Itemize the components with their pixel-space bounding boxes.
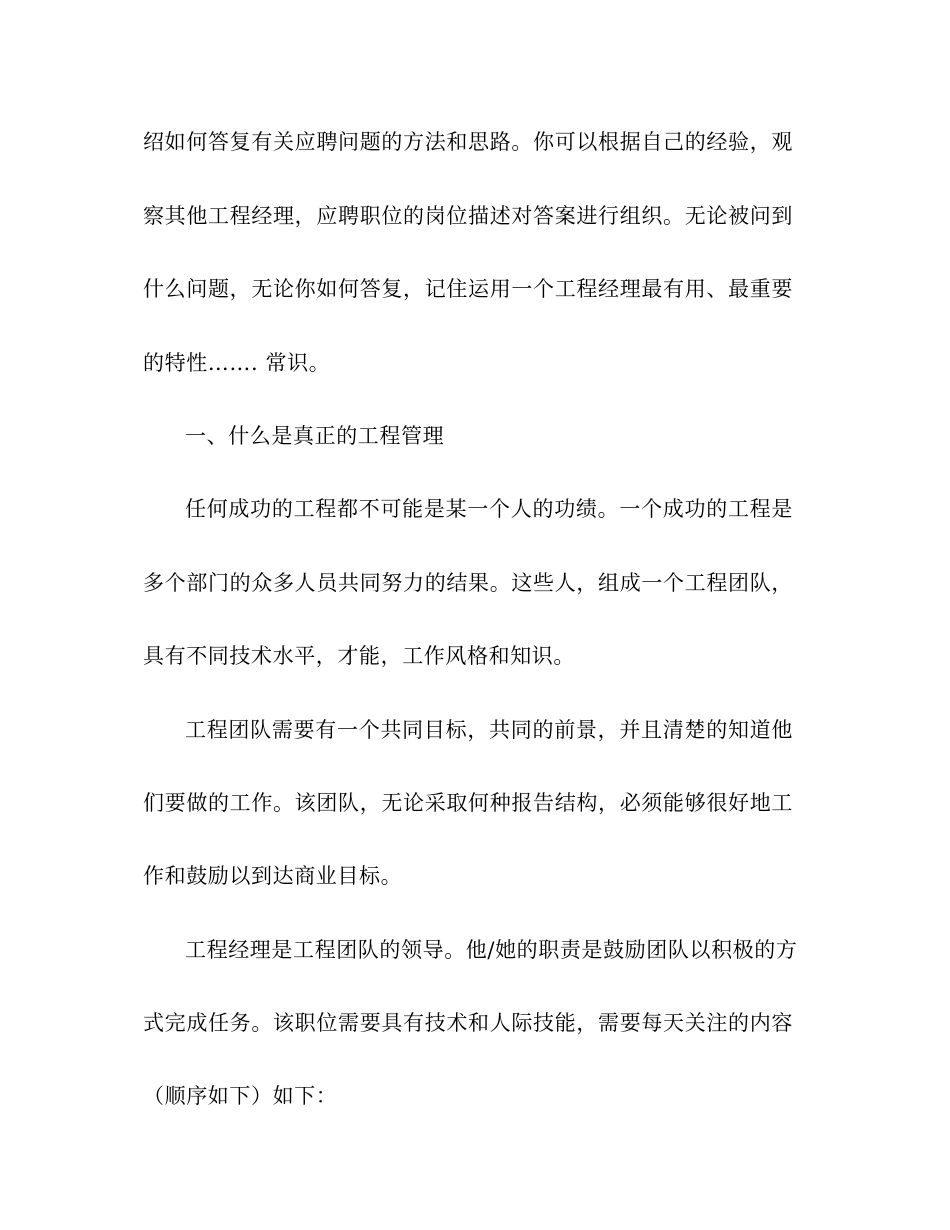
paragraph-4-line-2: 式完成任务。该职位需要具有技术和人际技能，需要每天关注的内容 (143, 1011, 793, 1035)
paragraph-3-line-2: 们要做的工作。该团队，无论采取何种报告结构，必须能够很好地工 (143, 791, 793, 815)
paragraph-1-line-3: 什么问题，无论你如何答复，记住运用一个工程经理最有用、最重要 (143, 277, 793, 301)
paragraph-2-line-3: 具有不同技术水平，才能，工作风格和知识。 (143, 644, 575, 668)
paragraph-1-line-2: 察其他工程经理，应聘职位的岗位描述对答案进行组织。无论被问到 (143, 204, 793, 228)
paragraph-3-line-1: 工程团队需要有一个共同目标，共同的前景，并且清楚的知道他 (185, 718, 793, 742)
paragraph-2-line-2: 多个部门的众多人员共同努力的结果。这些人，组成一个工程团队， (143, 571, 793, 595)
section-heading: 一、什么是真正的工程管理 (185, 424, 445, 448)
paragraph-1-line-4: 的特性……. 常识。 (143, 351, 331, 375)
paragraph-3-line-3: 作和鼓励以到达商业目标。 (143, 864, 403, 888)
paragraph-4-line-3: （顺序如下）如下： (143, 1084, 338, 1108)
paragraph-1-line-1: 绍如何答复有关应聘问题的方法和思路。你可以根据自己的经验，观 (143, 130, 793, 154)
paragraph-2-line-1: 任何成功的工程都不可能是某一个人的功绩。一个成功的工程是 (185, 497, 793, 521)
paragraph-4-line-1: 工程经理是工程团队的领导。他/她的职责是鼓励团队以积极的方 (185, 938, 798, 962)
